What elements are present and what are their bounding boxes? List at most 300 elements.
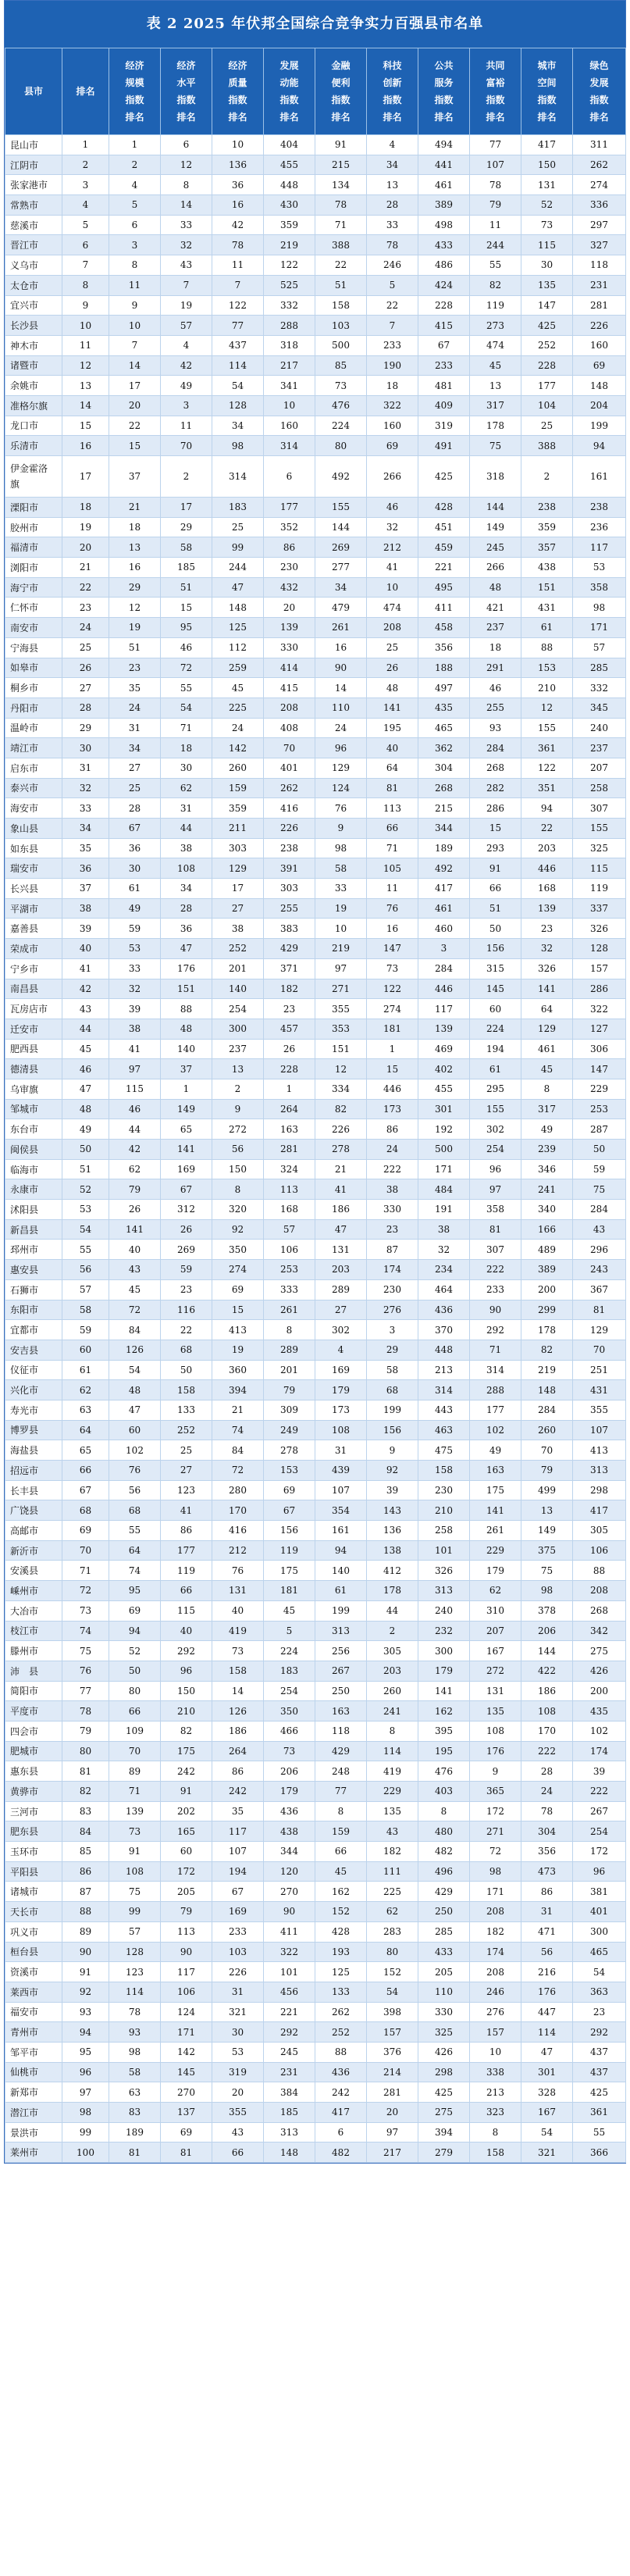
rank-cell: 12: [315, 1059, 367, 1079]
rank-cell: 3: [367, 1320, 418, 1340]
rank-cell: 264: [264, 1099, 315, 1119]
rank-cell: 314: [418, 1380, 470, 1400]
rank-cell: 51: [62, 1159, 109, 1179]
rank-cell: 299: [521, 1300, 573, 1320]
table-row: [5, 355, 626, 376]
rank-cell: 300: [418, 1641, 470, 1661]
rank-cell: 150: [521, 155, 573, 175]
county-name-cell: 桐乡市: [5, 678, 62, 698]
rank-cell: 208: [573, 1581, 626, 1601]
rank-cell: 326: [521, 958, 573, 979]
rank-cell: 179: [418, 1661, 470, 1681]
rank-cell: 228: [264, 1059, 315, 1079]
table-row: [5, 819, 626, 839]
rank-cell: 208: [367, 618, 418, 638]
rank-cell: 113: [161, 1921, 212, 1942]
rank-cell: 131: [470, 1681, 521, 1701]
rank-cell: 161: [315, 1521, 367, 1541]
county-name-cell: 沭阳县: [5, 1200, 62, 1220]
rank-cell: 39: [109, 999, 161, 1019]
rank-cell: 389: [521, 1260, 573, 1280]
rank-cell: 416: [264, 798, 315, 819]
rank-cell: 27: [212, 898, 264, 919]
rank-cell: 33: [161, 215, 212, 235]
rank-cell: 421: [470, 598, 521, 618]
rank-cell: 356: [521, 1842, 573, 1862]
rank-cell: 57: [161, 316, 212, 336]
table-row: [5, 858, 626, 879]
rank-cell: 117: [212, 1821, 264, 1842]
rank-cell: 117: [161, 1962, 212, 1982]
rank-cell: 169: [161, 1159, 212, 1179]
rank-cell: 50: [573, 1140, 626, 1160]
rank-cell: 233: [212, 1921, 264, 1942]
rank-cell: 203: [367, 1661, 418, 1681]
county-name-cell: 闽侯县: [5, 1140, 62, 1160]
rank-cell: 279: [418, 2143, 470, 2163]
rank-cell: 233: [470, 1279, 521, 1300]
rank-cell: 86: [521, 1882, 573, 1902]
rank-cell: 86: [367, 1119, 418, 1140]
rank-cell: 29: [367, 1340, 418, 1360]
rank-cell: 203: [521, 838, 573, 858]
rank-cell: 117: [418, 999, 470, 1019]
rank-cell: 269: [161, 1240, 212, 1260]
rank-cell: 71: [367, 838, 418, 858]
rank-cell: 202: [161, 1801, 212, 1821]
rank-cell: 172: [470, 1801, 521, 1821]
rank-cell: 19: [109, 618, 161, 638]
rank-cell: 69: [212, 1279, 264, 1300]
county-name-cell: 义乌市: [5, 255, 62, 276]
rank-cell: 98: [212, 436, 264, 456]
rank-cell: 98: [315, 838, 367, 858]
rank-cell: 48: [109, 1380, 161, 1400]
rank-cell: 288: [264, 316, 315, 336]
table-row: [5, 2042, 626, 2062]
rank-cell: 102: [573, 1721, 626, 1741]
rank-cell: 52: [521, 195, 573, 216]
rank-cell: 416: [212, 1521, 264, 1541]
rank-cell: 177: [521, 376, 573, 396]
rank-cell: 323: [470, 2103, 521, 2123]
rank-cell: 32: [521, 939, 573, 959]
rank-cell: 30: [212, 2022, 264, 2043]
rank-cell: 189: [418, 838, 470, 858]
rank-cell: 32: [161, 235, 212, 255]
table-row: [5, 2122, 626, 2143]
county-name-cell: 三河市: [5, 1801, 62, 1821]
rank-cell: 436: [315, 2062, 367, 2082]
rank-cell: 152: [315, 1902, 367, 1922]
rank-cell: 69: [573, 355, 626, 376]
rank-cell: 274: [573, 175, 626, 195]
rank-cell: 474: [470, 335, 521, 355]
rank-cell: 251: [573, 1360, 626, 1380]
rank-cell: 199: [573, 416, 626, 436]
rank-cell: 26: [109, 1200, 161, 1220]
rank-cell: 431: [521, 598, 573, 618]
table-row: [5, 778, 626, 798]
rank-cell: 55: [573, 2122, 626, 2143]
rank-cell: 69: [109, 1600, 161, 1621]
rank-cell: 45: [212, 678, 264, 698]
rank-cell: 242: [315, 2082, 367, 2103]
rank-cell: 2: [109, 155, 161, 175]
rank-cell: 304: [418, 758, 470, 778]
rank-cell: 36: [212, 175, 264, 195]
table-row: [5, 1641, 626, 1661]
rank-cell: 86: [161, 1521, 212, 1541]
rank-cell: 417: [418, 879, 470, 899]
rank-cell: 32: [418, 1240, 470, 1260]
rank-cell: 226: [573, 316, 626, 336]
rank-cell: 350: [264, 1701, 315, 1721]
rank-cell: 19: [161, 295, 212, 316]
rank-cell: 67: [212, 1882, 264, 1902]
table-row: [5, 1179, 626, 1200]
rank-cell: 448: [264, 175, 315, 195]
rank-cell: 322: [367, 395, 418, 416]
rank-cell: 252: [315, 2022, 367, 2043]
rank-cell: 40: [212, 1600, 264, 1621]
table-row: [5, 295, 626, 316]
rank-cell: 305: [573, 1521, 626, 1541]
rank-cell: 222: [367, 1159, 418, 1179]
rank-cell: 76: [315, 798, 367, 819]
rank-cell: 195: [418, 1741, 470, 1761]
rank-cell: 448: [418, 1340, 470, 1360]
rank-cell: 495: [418, 577, 470, 598]
rank-cell: 10: [470, 2042, 521, 2062]
rank-cell: 26: [161, 1219, 212, 1240]
rank-cell: 2: [212, 1079, 264, 1099]
rank-cell: 245: [470, 537, 521, 558]
rank-cell: 13: [62, 376, 109, 396]
rank-cell: 160: [264, 416, 315, 436]
rank-cell: 39: [367, 1480, 418, 1500]
rank-cell: 13: [521, 1500, 573, 1521]
rank-cell: 90: [315, 658, 367, 678]
table-row: [5, 1140, 626, 1160]
rank-cell: 13: [470, 376, 521, 396]
rank-cell: 106: [161, 1982, 212, 2002]
rank-cell: 174: [573, 1741, 626, 1761]
rank-cell: 152: [367, 1962, 418, 1982]
rank-cell: 5: [367, 275, 418, 295]
rank-cell: 73: [367, 958, 418, 979]
rank-cell: 264: [212, 1741, 264, 1761]
county-name-cell: 瓦房店市: [5, 999, 62, 1019]
rank-cell: 116: [161, 1300, 212, 1320]
rank-cell: 332: [573, 678, 626, 698]
rank-cell: 388: [315, 235, 367, 255]
rank-cell: 59: [161, 1260, 212, 1280]
rank-cell: 170: [521, 1721, 573, 1741]
rank-cell: 149: [521, 1521, 573, 1541]
rank-cell: 201: [264, 1360, 315, 1380]
rank-cell: 113: [367, 798, 418, 819]
county-name-cell: 肥东县: [5, 1821, 62, 1842]
rank-cell: 268: [470, 758, 521, 778]
rank-cell: 29: [62, 718, 109, 738]
county-name-cell: 资溪市: [5, 1962, 62, 1982]
table-row: [5, 335, 626, 355]
rank-cell: 465: [573, 1942, 626, 1962]
table-row: [5, 135, 626, 155]
rank-cell: 318: [264, 335, 315, 355]
rank-cell: 82: [62, 1782, 109, 1802]
rank-cell: 8: [418, 1801, 470, 1821]
rank-cell: 233: [367, 335, 418, 355]
rank-cell: 23: [573, 2002, 626, 2022]
rank-cell: 47: [62, 1079, 109, 1099]
rank-cell: 484: [418, 1179, 470, 1200]
rank-cell: 178: [470, 416, 521, 436]
rank-cell: 169: [212, 1902, 264, 1922]
rank-cell: 8: [62, 275, 109, 295]
rank-cell: 344: [418, 819, 470, 839]
rank-cell: 57: [573, 637, 626, 658]
rank-cell: 66: [212, 2143, 264, 2163]
table-row: [5, 919, 626, 939]
rank-cell: 217: [367, 2143, 418, 2163]
rank-cell: 75: [521, 1561, 573, 1581]
rank-cell: 289: [264, 1340, 315, 1360]
rank-cell: 67: [161, 1179, 212, 1200]
rank-cell: 87: [367, 1240, 418, 1260]
rank-cell: 148: [212, 598, 264, 618]
rank-cell: 124: [161, 2002, 212, 2022]
rank-cell: 238: [573, 498, 626, 518]
rank-cell: 53: [573, 558, 626, 578]
rank-cell: 68: [367, 1380, 418, 1400]
rank-cell: 59: [573, 1159, 626, 1179]
rank-cell: 119: [161, 1561, 212, 1581]
rank-cell: 107: [212, 1842, 264, 1862]
rank-cell: 149: [161, 1099, 212, 1119]
rank-cell: 158: [212, 1661, 264, 1681]
rank-cell: 148: [573, 376, 626, 396]
county-name-cell: 泰兴市: [5, 778, 62, 798]
table-row: [5, 1521, 626, 1541]
table-row: [5, 2022, 626, 2043]
rank-cell: 50: [161, 1360, 212, 1380]
rank-cell: 119: [264, 1540, 315, 1561]
rank-cell: 430: [264, 195, 315, 216]
rank-cell: 114: [521, 2022, 573, 2043]
table-row: [5, 1882, 626, 1902]
rank-cell: 24: [367, 1140, 418, 1160]
rank-cell: 12: [109, 598, 161, 618]
county-name-cell: 平湖市: [5, 898, 62, 919]
rank-cell: 179: [470, 1561, 521, 1581]
county-name-cell: 象山县: [5, 819, 62, 839]
county-name-cell: 荣成市: [5, 939, 62, 959]
rank-cell: 10: [315, 919, 367, 939]
rank-cell: 210: [418, 1500, 470, 1521]
county-name-cell: 浏阳市: [5, 558, 62, 578]
rank-cell: 38: [212, 919, 264, 939]
rank-cell: 7: [367, 316, 418, 336]
rank-cell: 210: [161, 1701, 212, 1721]
table-row: [5, 1902, 626, 1922]
county-name-cell: 景洪市: [5, 2122, 62, 2143]
column-header: 公共 服务 指数 排名: [418, 48, 470, 135]
rank-cell: 240: [418, 1600, 470, 1621]
rank-cell: 98: [573, 598, 626, 618]
rank-cell: 435: [573, 1701, 626, 1721]
rank-cell: 278: [315, 1140, 367, 1160]
rank-cell: 314: [264, 436, 315, 456]
rank-cell: 457: [264, 1019, 315, 1039]
county-name-cell: 莱州市: [5, 2143, 62, 2163]
rank-cell: 230: [264, 558, 315, 578]
rank-cell: 32: [62, 778, 109, 798]
rank-cell: 345: [573, 698, 626, 718]
rank-cell: 78: [470, 175, 521, 195]
county-name-cell: 天长市: [5, 1902, 62, 1922]
table-row: [5, 1360, 626, 1380]
rank-cell: 91: [315, 135, 367, 155]
rank-cell: 315: [470, 958, 521, 979]
rank-cell: 141: [109, 1219, 161, 1240]
rank-cell: 204: [573, 395, 626, 416]
rank-cell: 182: [264, 979, 315, 999]
rank-cell: 49: [470, 1440, 521, 1461]
rank-cell: 313: [315, 1621, 367, 1641]
rank-cell: 45: [109, 1279, 161, 1300]
rank-cell: 262: [264, 778, 315, 798]
rank-cell: 183: [264, 1661, 315, 1681]
rank-cell: 325: [573, 838, 626, 858]
table-row: [5, 1059, 626, 1079]
rank-cell: 177: [470, 1400, 521, 1420]
rank-cell: 317: [521, 1099, 573, 1119]
rank-cell: 185: [161, 558, 212, 578]
rank-cell: 82: [521, 1340, 573, 1360]
county-name-cell: 如皋市: [5, 658, 62, 678]
rank-cell: 216: [521, 1962, 573, 1982]
rank-cell: 219: [264, 235, 315, 255]
rank-cell: 388: [521, 436, 573, 456]
rank-cell: 2: [367, 1621, 418, 1641]
rank-cell: 69: [62, 1521, 109, 1541]
rank-cell: 90: [161, 1942, 212, 1962]
rank-cell: 86: [212, 1761, 264, 1782]
rank-cell: 70: [264, 738, 315, 758]
rank-cell: 1: [161, 1079, 212, 1099]
rank-cell: 178: [521, 1320, 573, 1340]
rank-cell: 1: [367, 1039, 418, 1059]
rank-cell: 433: [418, 1942, 470, 1962]
table-row: [5, 798, 626, 819]
rank-cell: 244: [470, 235, 521, 255]
rank-cell: 304: [521, 1821, 573, 1842]
rank-cell: 46: [367, 498, 418, 518]
rank-cell: 88: [161, 999, 212, 1019]
rank-cell: 10: [264, 395, 315, 416]
table-row: [5, 1099, 626, 1119]
rank-cell: 82: [161, 1721, 212, 1741]
rank-cell: 479: [315, 598, 367, 618]
rank-cell: 114: [367, 1741, 418, 1761]
rank-cell: 78: [109, 2002, 161, 2022]
rank-cell: 54: [62, 1219, 109, 1240]
rank-cell: 48: [161, 1019, 212, 1039]
rank-cell: 64: [367, 758, 418, 778]
rank-cell: 190: [367, 355, 418, 376]
rank-cell: 37: [62, 879, 109, 899]
rank-cell: 88: [573, 1561, 626, 1581]
rank-cell: 108: [521, 1701, 573, 1721]
rank-cell: 78: [212, 235, 264, 255]
rank-cell: 167: [521, 2103, 573, 2123]
table-row: [5, 1921, 626, 1942]
rank-cell: 86: [264, 537, 315, 558]
rank-cell: 255: [264, 898, 315, 919]
rank-cell: 75: [109, 1882, 161, 1902]
rank-cell: 142: [161, 2042, 212, 2062]
rank-cell: 20: [62, 537, 109, 558]
rank-cell: 131: [521, 175, 573, 195]
rank-cell: 67: [109, 819, 161, 839]
rank-cell: 11: [212, 255, 264, 276]
rank-cell: 70: [161, 436, 212, 456]
rank-cell: 289: [315, 1279, 367, 1300]
rank-cell: 438: [521, 558, 573, 578]
rank-cell: 350: [212, 1240, 264, 1260]
rank-cell: 281: [367, 2082, 418, 2103]
rank-cell: 157: [573, 958, 626, 979]
rank-cell: 51: [470, 898, 521, 919]
rank-cell: 158: [470, 2143, 521, 2163]
rank-cell: 8: [109, 255, 161, 276]
rank-cell: 91: [161, 1782, 212, 1802]
rank-cell: 43: [212, 2122, 264, 2143]
rank-cell: 312: [161, 1200, 212, 1220]
county-name-cell: 晋江市: [5, 235, 62, 255]
rank-cell: 16: [315, 637, 367, 658]
table-row: [5, 1480, 626, 1500]
table-row: [5, 999, 626, 1019]
rank-cell: 18: [109, 517, 161, 537]
rank-cell: 96: [315, 738, 367, 758]
rank-cell: 8: [521, 1079, 573, 1099]
rank-cell: 40: [161, 1621, 212, 1641]
rank-cell: 96: [161, 1661, 212, 1681]
rank-cell: 426: [418, 2042, 470, 2062]
rank-cell: 22: [161, 1320, 212, 1340]
rank-cell: 119: [573, 879, 626, 899]
rank-cell: 23: [521, 919, 573, 939]
county-name-cell: 邹城市: [5, 1099, 62, 1119]
table-row: [5, 1119, 626, 1140]
rank-cell: 80: [367, 1942, 418, 1962]
rank-cell: 8: [212, 1179, 264, 1200]
rank-cell: 156: [367, 1420, 418, 1440]
county-name-cell: 四会市: [5, 1721, 62, 1741]
rank-cell: 422: [521, 1661, 573, 1681]
rank-cell: 71: [109, 1782, 161, 1802]
rank-cell: 225: [212, 698, 264, 718]
rank-cell: 150: [161, 1681, 212, 1701]
rank-cell: 38: [62, 898, 109, 919]
rank-cell: 413: [573, 1440, 626, 1461]
rank-cell: 435: [418, 698, 470, 718]
rank-cell: 148: [521, 1380, 573, 1400]
rank-cell: 415: [418, 316, 470, 336]
